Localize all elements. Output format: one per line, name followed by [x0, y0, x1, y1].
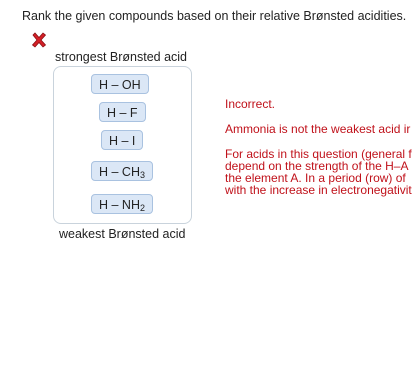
rank-item-h-i[interactable]	[101, 130, 143, 150]
rank-item-label: H – NH	[99, 198, 140, 212]
rank-item-label: H – OH	[99, 78, 141, 92]
rank-item-label: H – F	[107, 106, 138, 120]
feedback-paragraph-line: the element A. In a period (row) of	[225, 171, 406, 185]
rank-item-label: H – I	[109, 134, 136, 148]
feedback-line: Ammonia is not the weakest acid ir	[225, 122, 411, 136]
feedback-paragraph-line: depend on the strength of the H–A	[225, 159, 409, 173]
rank-item-h-f[interactable]	[99, 102, 146, 122]
rank-item-subscript: 2	[139, 203, 145, 213]
feedback-title: Incorrect.	[225, 97, 276, 111]
feedback-paragraph-line: For acids in this question (general f	[225, 147, 412, 161]
incorrect-x-icon	[30, 31, 48, 49]
rank-item-label: H – CH	[99, 165, 140, 179]
strongest-acid-label: strongest Brønsted acid	[55, 50, 188, 64]
feedback-paragraph-line: with the increase in electronegativit	[225, 183, 412, 197]
question-prompt: Rank the given compounds based on their relative Brønsted acidities.	[22, 9, 407, 23]
rank-item-subscript: 3	[139, 170, 145, 180]
weakest-acid-label: weakest Brønsted acid	[59, 227, 186, 241]
rank-item-h-nh2[interactable]	[91, 194, 153, 214]
rank-item-h-ch3[interactable]	[91, 161, 153, 181]
rank-item-h-oh[interactable]	[91, 74, 149, 94]
